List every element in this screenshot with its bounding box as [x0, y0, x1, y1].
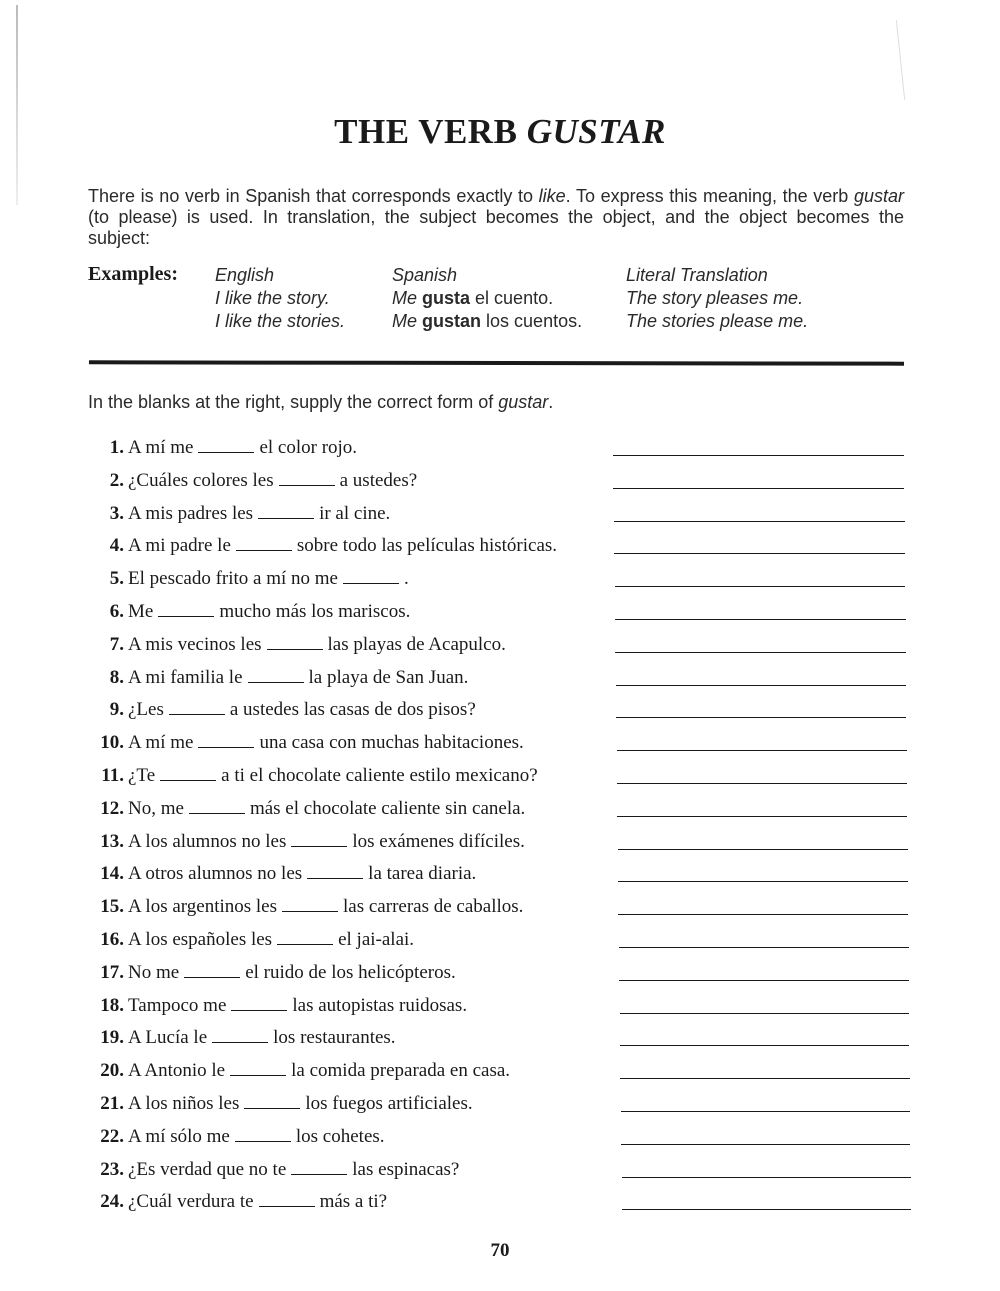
question-item	[88, 732, 524, 758]
answer-blank-line[interactable]	[618, 881, 908, 882]
question-item	[88, 831, 525, 857]
answer-blank-line[interactable]	[614, 521, 905, 522]
inline-blank	[158, 602, 214, 617]
answer-blank-line[interactable]	[615, 652, 905, 653]
question-text-before: Tampoco me	[128, 994, 227, 1016]
question-text-before: Me	[128, 601, 154, 622]
question-item	[88, 1159, 459, 1185]
inline-blank	[248, 668, 304, 683]
question-number: 7.	[109, 633, 124, 655]
question-text-after: una casa con muchas habitaciones.	[259, 732, 524, 754]
inline-blank	[212, 1028, 268, 1043]
scan-edge-mark	[16, 5, 18, 205]
question-item	[88, 601, 410, 627]
question-number: 14.	[100, 863, 124, 885]
examples-english-column	[215, 264, 345, 333]
question-item	[88, 667, 468, 693]
question-text-before: A mí me	[128, 437, 194, 458]
question-text-after: sobre todo las películas históricas.	[296, 535, 558, 557]
inline-blank	[282, 897, 338, 912]
inline-blank	[236, 536, 292, 551]
question-item	[88, 896, 523, 922]
question-item	[88, 1191, 387, 1217]
question-text-after: la tarea diaria.	[368, 863, 477, 885]
question-text-before: ¿Te	[128, 765, 156, 786]
inline-blank	[343, 569, 399, 584]
question-text-after: la playa de San Juan.	[308, 666, 469, 688]
question-text-after: a ustedes las casas de dos pisos?	[229, 699, 476, 721]
question-item	[88, 568, 409, 594]
example-text: The story pleases me.	[626, 288, 804, 308]
answer-blank-line[interactable]	[617, 750, 907, 751]
intro-paragraph: There is no verb in Spanish that corresponds exactly to like. To express this meaning, the verb gustar (to please) is used. In translation, the subject becomes the object, and the object becomes the subject:	[88, 186, 904, 248]
question-number: 15.	[100, 896, 124, 918]
question-number: 24.	[100, 1191, 124, 1213]
question-number: 21.	[100, 1093, 124, 1114]
examples-spanish-column	[392, 264, 582, 333]
question-text-after: las playas de Acapulco.	[327, 633, 506, 655]
answer-blank-line[interactable]	[622, 1209, 911, 1210]
question-text-before: A los argentinos les	[128, 896, 278, 918]
question-text-before: A Antonio le	[128, 1060, 226, 1082]
answer-blank-line[interactable]	[620, 1078, 909, 1079]
inline-blank	[291, 1160, 347, 1175]
question-text-before: ¿Cuál verdura te	[128, 1191, 254, 1213]
question-number: 11.	[101, 765, 124, 786]
answer-blank-line[interactable]	[614, 553, 905, 554]
question-text-before: A mis vecinos les	[128, 633, 262, 655]
question-number: 6.	[109, 601, 124, 622]
question-number: 12.	[100, 797, 124, 819]
question-text-before: El pescado frito a mí no me	[128, 568, 338, 590]
question-text-after: ir al cine.	[319, 502, 391, 524]
examples-label: Examples:	[88, 263, 178, 285]
answer-blank-line[interactable]	[620, 1045, 909, 1046]
question-text-after: a ustedes?	[339, 469, 418, 491]
page-number: 70	[490, 1240, 510, 1261]
question-text-before: A Lucía le	[128, 1027, 208, 1049]
answer-blank-line[interactable]	[615, 619, 906, 620]
question-item	[88, 470, 417, 496]
question-text-after: los cohetes.	[295, 1125, 385, 1147]
question-number: 17.	[100, 961, 124, 983]
question-number: 5.	[109, 568, 124, 590]
inline-blank	[235, 1127, 291, 1142]
question-item	[88, 1093, 473, 1119]
question-number: 19.	[100, 1027, 124, 1049]
question-text-before: A mis padres les	[128, 502, 254, 524]
question-text-before: A los españoles les	[128, 929, 273, 950]
example-text: Me gustan los cuentos.	[392, 311, 583, 331]
question-item	[88, 634, 506, 660]
question-text-after: .	[404, 568, 409, 590]
question-item	[88, 929, 414, 955]
inline-blank	[189, 799, 245, 814]
question-number: 13.	[100, 830, 124, 852]
question-number: 1.	[109, 437, 124, 458]
inline-blank	[198, 733, 254, 748]
question-text-after: los fuegos artificiales.	[305, 1093, 473, 1114]
question-text-before: ¿Les	[128, 699, 164, 721]
question-text-before: A mí sólo me	[128, 1125, 230, 1147]
example-text: I like the stories.	[215, 311, 346, 331]
question-text-after: más a ti?	[319, 1191, 388, 1213]
question-text-before: A mi padre le	[128, 535, 231, 557]
question-item	[88, 699, 476, 725]
question-text-before: A mí me	[128, 732, 194, 754]
question-item	[88, 503, 390, 529]
inline-blank	[198, 438, 254, 453]
answer-blank-line[interactable]	[622, 1177, 911, 1178]
question-number: 10.	[100, 732, 124, 754]
answer-blank-line[interactable]	[618, 849, 908, 850]
answer-blank-line[interactable]	[621, 1144, 910, 1145]
inline-blank	[277, 930, 333, 945]
question-text-after: a ti el chocolate caliente estilo mexicano?	[221, 765, 538, 786]
example-text: The stories please me.	[626, 311, 809, 331]
inline-blank	[267, 635, 323, 650]
question-text-after: los exámenes difíciles.	[352, 830, 525, 852]
inline-blank	[160, 766, 216, 781]
example-text: I like the story.	[215, 288, 330, 308]
section-divider	[89, 360, 904, 365]
question-text-after: el color rojo.	[259, 437, 358, 458]
question-text-before: No me	[128, 961, 180, 983]
column-header: Spanish	[392, 265, 458, 285]
scan-edge-mark	[896, 20, 905, 100]
question-item	[88, 995, 467, 1021]
question-text-before: A los niños les	[128, 1093, 240, 1114]
question-text-before: No, me	[128, 797, 184, 819]
answer-blank-line[interactable]	[619, 947, 909, 948]
question-number: 4.	[109, 535, 124, 557]
question-number: 2.	[109, 469, 124, 491]
question-text-after: las autopistas ruidosas.	[292, 994, 468, 1016]
answer-blank-line[interactable]	[621, 1111, 910, 1112]
question-text-after: más el chocolate caliente sin canela.	[249, 797, 526, 819]
answer-blank-line[interactable]	[620, 1013, 910, 1014]
question-text-before: A los alumnos no les	[128, 830, 287, 852]
answer-blank-line[interactable]	[613, 488, 904, 489]
answer-blank-line[interactable]	[616, 685, 906, 686]
inline-blank	[231, 996, 287, 1011]
answer-blank-line[interactable]	[619, 980, 909, 981]
inline-blank	[259, 1192, 315, 1207]
page-title: THE VERB GUSTAR	[334, 112, 666, 151]
answer-blank-line[interactable]	[618, 914, 908, 915]
question-text-before: ¿Es verdad que no te	[128, 1158, 287, 1180]
question-number: 20.	[100, 1060, 124, 1082]
column-header: English	[215, 265, 275, 285]
column-header: Literal Translation	[626, 265, 768, 285]
question-number: 9.	[109, 699, 124, 721]
examples-literal-column	[626, 264, 808, 333]
question-number: 16.	[100, 929, 124, 950]
question-text-after: las carreras de caballos.	[343, 896, 524, 918]
instructions: In the blanks at the right, supply the correct form of gustar.	[88, 392, 554, 412]
inline-blank	[169, 700, 225, 715]
answer-blank-line[interactable]	[613, 455, 904, 456]
answer-blank-line[interactable]	[615, 586, 906, 587]
inline-blank	[184, 963, 240, 978]
question-item	[88, 1060, 510, 1086]
question-item	[88, 1027, 396, 1053]
question-item	[88, 863, 476, 889]
inline-blank	[279, 471, 335, 486]
question-item	[88, 437, 357, 463]
question-text-after: el ruido de los helicópteros.	[245, 961, 456, 983]
inline-blank	[244, 1094, 300, 1109]
inline-blank	[307, 864, 363, 879]
question-text-after: la comida preparada en casa.	[291, 1060, 511, 1082]
question-item	[88, 798, 525, 824]
inline-blank	[291, 832, 347, 847]
question-text-after: las espinacas?	[352, 1158, 460, 1180]
question-item	[88, 765, 538, 791]
answer-blank-line[interactable]	[617, 816, 907, 817]
question-number: 23.	[100, 1158, 124, 1180]
question-text-after: el jai-alai.	[338, 929, 415, 950]
question-number: 3.	[109, 502, 124, 524]
question-number: 18.	[100, 994, 124, 1016]
question-text-before: A mi familia le	[128, 666, 243, 688]
question-item	[88, 535, 557, 561]
inline-blank	[230, 1061, 286, 1076]
question-text-after: los restaurantes.	[273, 1027, 396, 1049]
question-text-before: ¿Cuáles colores les	[128, 469, 274, 491]
question-number: 22.	[100, 1125, 124, 1147]
question-text-after: mucho más los mariscos.	[219, 601, 411, 622]
question-text-before: A otros alumnos no les	[128, 863, 303, 885]
inline-blank	[258, 504, 314, 519]
question-item	[88, 962, 456, 988]
example-text: Me gusta el cuento.	[392, 288, 554, 308]
answer-blank-line[interactable]	[617, 783, 907, 784]
question-number: 8.	[109, 666, 124, 688]
question-item	[88, 1126, 385, 1152]
answer-blank-line[interactable]	[616, 717, 906, 718]
